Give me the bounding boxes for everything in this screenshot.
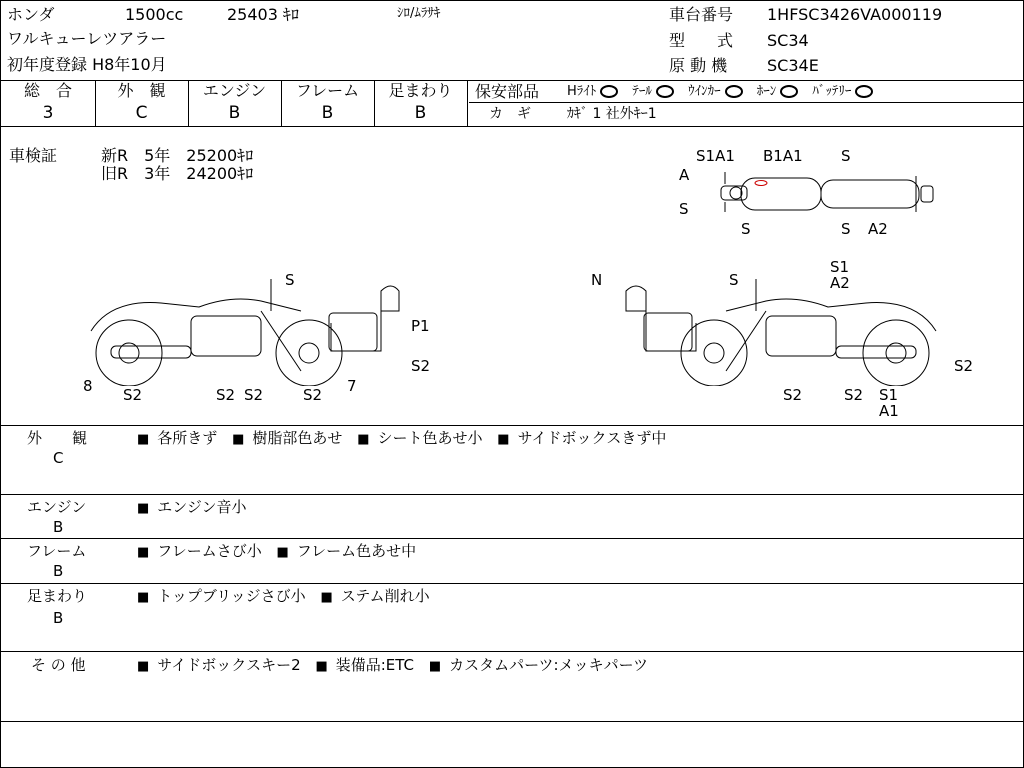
divider <box>1 651 1023 652</box>
right-label: S1 <box>879 386 899 404</box>
comment-item: サイドボックスきず中 <box>517 429 667 447</box>
top-label: S1A1 <box>696 147 735 165</box>
type-value: SC34 <box>767 31 809 50</box>
grade-value-suspension: B <box>414 103 427 123</box>
grade-label-engine: エンジン <box>202 81 267 100</box>
key-value: ｶｷﾞ 1 社外ｷｰ1 <box>567 106 657 122</box>
section-items-exterior <box>137 431 676 446</box>
left-label: 8 <box>83 377 93 395</box>
bullet-icon: ■ <box>315 659 328 674</box>
divider <box>1 425 1023 426</box>
safety-item-tail: ﾃｰﾙ <box>632 85 674 98</box>
bullet-icon: ■ <box>320 590 333 605</box>
comment-item: 樹脂部色あせ <box>252 429 343 447</box>
bullet-icon: ■ <box>497 432 510 447</box>
grade-value-exterior: C <box>135 103 148 123</box>
bike-right-side-view-diagram <box>616 271 946 386</box>
mileage: 25403 ｷﾛ <box>227 5 299 24</box>
maker: ホンダ <box>7 5 55 24</box>
first-registration: 初年度登録 H8年10月 <box>7 55 167 74</box>
right-label: A2 <box>830 274 850 292</box>
comment-item: エンジン音小 <box>157 498 247 516</box>
section-label-frame: フレーム <box>27 542 87 560</box>
section-grade-suspension: B <box>53 609 64 627</box>
ok-mark-icon <box>656 85 674 98</box>
bike-top-view-diagram <box>711 166 941 216</box>
right-label: A1 <box>879 402 899 420</box>
comment-item: 装備品:ETC <box>335 656 415 674</box>
section-items-frame <box>137 544 426 559</box>
shaken-label: 車検証 <box>9 146 58 165</box>
bullet-icon: ■ <box>137 659 150 674</box>
left-label: S2 <box>123 386 143 404</box>
grade-value-frame: B <box>321 103 334 123</box>
key-label: カ ギ <box>489 106 531 122</box>
section-items-suspension <box>137 589 440 604</box>
bullet-icon: ■ <box>232 432 245 447</box>
color: ｼﾛ/ﾑﾗｻｷ <box>397 6 441 21</box>
displacement: 1500cc <box>125 5 184 24</box>
top-label: S <box>679 200 689 218</box>
divider <box>1 494 1023 495</box>
right-label: S2 <box>954 357 974 375</box>
comment-item: カスタムパーツ:メッキパーツ <box>449 656 648 674</box>
left-label: S2 <box>411 357 431 375</box>
comment-item: フレーム色あせ中 <box>296 542 417 560</box>
bullet-icon: ■ <box>137 590 150 605</box>
left-label: 7 <box>347 377 357 395</box>
comment-item: 各所きず <box>157 429 218 447</box>
right-label: S2 <box>783 386 803 404</box>
right-label: S1 <box>830 258 850 276</box>
ok-mark-icon <box>855 85 873 98</box>
comment-item: シート色あせ小 <box>377 429 483 447</box>
frame-number: 1HFSC3426VA000119 <box>767 5 943 24</box>
type-label: 型 式 <box>669 31 734 50</box>
bullet-icon: ■ <box>137 432 150 447</box>
shaken-new: 新R 5年 25200ｷﾛ <box>101 146 254 165</box>
bike-left-side-view-diagram <box>81 271 411 386</box>
section-grade-engine: B <box>53 518 64 536</box>
shaken-old: 旧R 3年 24200ｷﾛ <box>101 164 254 183</box>
safety-title: 保安部品 <box>475 82 540 101</box>
section-items-other <box>137 658 658 673</box>
divider <box>469 102 1023 103</box>
top-label: S <box>741 220 751 238</box>
comment-item: サイドボックスキー2 <box>157 656 301 674</box>
section-items-engine <box>137 500 257 515</box>
engine-model-label: 原 動 機 <box>669 56 728 75</box>
top-label: A2 <box>868 220 888 238</box>
section-label-engine: エンジン <box>27 498 87 516</box>
bullet-icon: ■ <box>276 545 289 560</box>
grade-label-frame: フレーム <box>295 81 360 100</box>
grade-value-overall: 3 <box>42 103 54 123</box>
bullet-icon: ■ <box>357 432 370 447</box>
bullet-icon: ■ <box>428 659 442 674</box>
top-label: B1A1 <box>763 147 803 165</box>
bullet-icon: ■ <box>137 545 150 560</box>
right-label: S <box>729 271 739 289</box>
divider <box>1 721 1023 722</box>
safety-item-horn: ﾎｰﾝ <box>757 85 799 98</box>
safety-item-headlight: Hﾗｲﾄ <box>567 85 618 98</box>
left-label: S2 <box>303 386 323 404</box>
comment-item: フレームさび小 <box>157 542 262 560</box>
section-label-exterior: 外 観 <box>27 429 88 447</box>
safety-item-battery: ﾊﾞｯﾃﾘｰ <box>812 85 873 98</box>
divider <box>1 126 1023 127</box>
grade-label-suspension: 足まわり <box>388 81 453 100</box>
left-label: S2 <box>216 386 236 404</box>
grade-value-engine: B <box>228 103 241 123</box>
comment-item: ステム削れ小 <box>340 587 430 605</box>
section-label-suspension: 足まわり <box>27 587 88 605</box>
section-grade-frame: B <box>53 562 64 580</box>
ok-mark-icon <box>780 85 798 98</box>
right-label: S2 <box>844 386 864 404</box>
divider <box>1 583 1023 584</box>
section-label-other: そ の 他 <box>31 656 86 674</box>
grade-label-exterior: 外 観 <box>117 81 166 100</box>
right-label: N <box>591 271 603 289</box>
top-label: S <box>841 220 851 238</box>
bullet-icon: ■ <box>137 501 150 516</box>
ok-mark-icon <box>725 85 743 98</box>
engine-model-value: SC34E <box>767 56 819 75</box>
ok-mark-icon <box>600 85 618 98</box>
top-label: S <box>841 147 851 165</box>
left-label: P1 <box>411 317 430 335</box>
divider <box>1 538 1023 539</box>
frame-number-label: 車台番号 <box>669 5 734 24</box>
comment-item: トップブリッジさび小 <box>157 587 306 605</box>
grade-label-overall: 総 合 <box>23 81 72 100</box>
top-label: A <box>679 166 690 184</box>
model-name: ワルキューレツアラー <box>7 29 167 48</box>
divider <box>467 80 468 126</box>
left-label: S2 <box>244 386 264 404</box>
safety-item-winker: ｳｲﾝｶｰ <box>688 85 743 98</box>
safety-items <box>567 85 883 98</box>
section-grade-exterior: C <box>53 449 64 467</box>
left-label: S <box>285 271 295 289</box>
